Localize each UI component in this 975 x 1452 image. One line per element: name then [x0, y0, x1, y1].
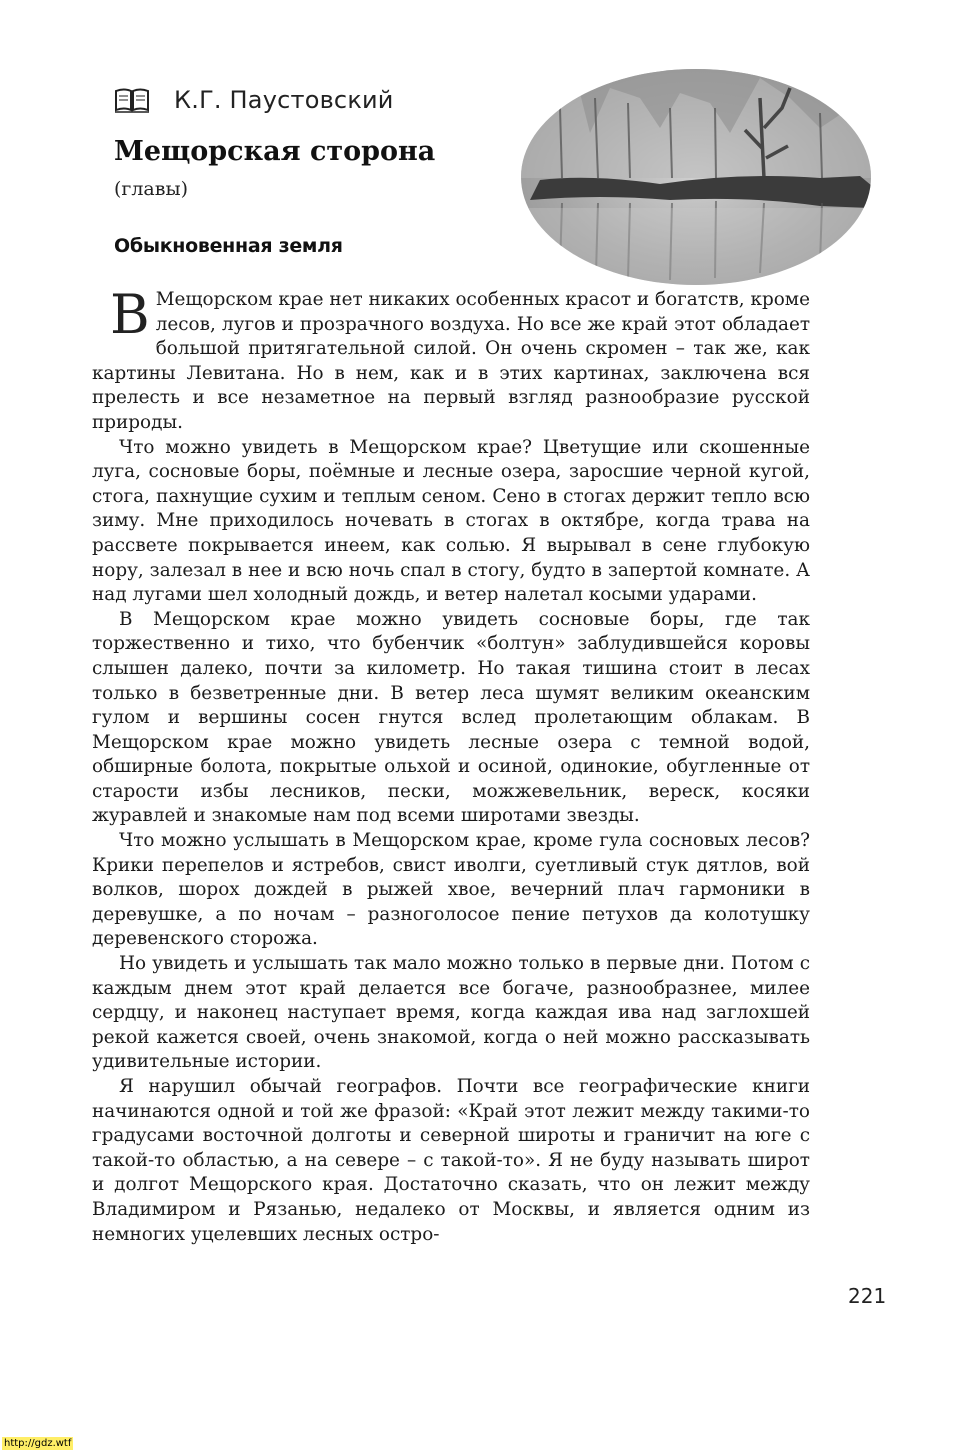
paragraph-5: Но увидеть и услышать так мало можно только в первые дни. Потом с каждым днем этот край делается все богаче, разнообразнее, милее сердцу, и наконец наступает время, когда каждая ива над заглохшей рекой кажется своей, очень знакомой, когда о ней можно рассказывать удивительные истории.	[92, 953, 810, 1073]
section-title: Обыкновенная земля	[114, 235, 343, 257]
page-subtitle: (главы)	[114, 178, 188, 200]
paragraph-1	[92, 283, 810, 436]
paragraph-4: Что можно услышать в Мещорском крае, кроме гула сосновых лесов? Крики перепелов и ястребов, свист иволги, суетливый стук дятлов, вой волков, шорох дождей в рыжей хвое, вечерний плач гармоники в деревушке, а по ночам – разноголосое пение петухов да колотушку деревенского сторожа.	[92, 830, 810, 950]
author-row	[114, 86, 394, 114]
paragraph-6: Я нарушил обычай географов. Почти все географические книги начинаются одной и той же фразой: «Край этот лежит между такими-то градусами восточной долготы и северной широты и граничит на юге с такой-то областью, а на севере – с такой-то». Я не буду называть широт и долгот Мещорского края. Достаточно сказать, что он лежит между Владимиром и Рязанью, недалеко от Москвы, и является одним из немногих уцелевших лесных остро-	[92, 1076, 810, 1245]
watermark-link[interactable]: http://gdz.wtf	[4, 1438, 72, 1449]
paragraph-3: В Мещорском крае можно увидеть сосновые боры, где так торжественно и тихо, что бубенчик «болтун» заблудившейся коровы слышен далеко, почти за километр. Но такая тишина стоит в лесах только в безветренные дни. В ветер леса шумят великим океанским гулом и вершины сосен гнутся вслед пролетающим облакам. В Мещорском крае можно увидеть лесные озера с темной водой, обширные болота, покрытые ольхой и осиной, одинокие, обугленные от старости избы лесников, пески, можжевельник, вереск, косяки журавлей и знакомые нам под всеми широтами звезды.	[92, 608, 810, 827]
book-icon	[114, 87, 150, 113]
drop-cap: В	[110, 283, 150, 346]
page-number: 221	[848, 1284, 887, 1308]
paragraph-1-text: Мещорском крае нет никаких особенных красот и богатств, кроме лесов, лугов и прозрачного воздуха. Но все же край этот обладает большой притягательной силой. Он очень скромен – так же, как картины Левитана. Но в нем, как и в этих картинах, заключена вся прелесть и все незаметное на первый взгляд разнообразие русской природы.	[92, 289, 810, 433]
body-text	[92, 283, 810, 1247]
paragraph-2: Что можно увидеть в Мещорском крае? Цветущие или скошенные луга, сосновые боры, поёмные и лесные озера, заросшие черной кугой, стога, пахнущие сухим и теплым сеном. Сено в стогах держит тепло всю зиму. Мне приходилось ночевать в стогах в октябре, когда трава на рассвете покрывается инеем, как солью. Я вырывал в сене глубокую нору, залезал в нее и всю ночь спал в стогу, будто в запертой комнате. А над лугами шел холодный дождь, и ветер налетал косыми ударами.	[92, 436, 810, 606]
author-name: К.Г. Паустовский	[174, 86, 394, 114]
illustration	[520, 68, 872, 286]
illustration-drawing	[520, 68, 872, 286]
page-title: Мещорская сторона	[114, 136, 436, 167]
